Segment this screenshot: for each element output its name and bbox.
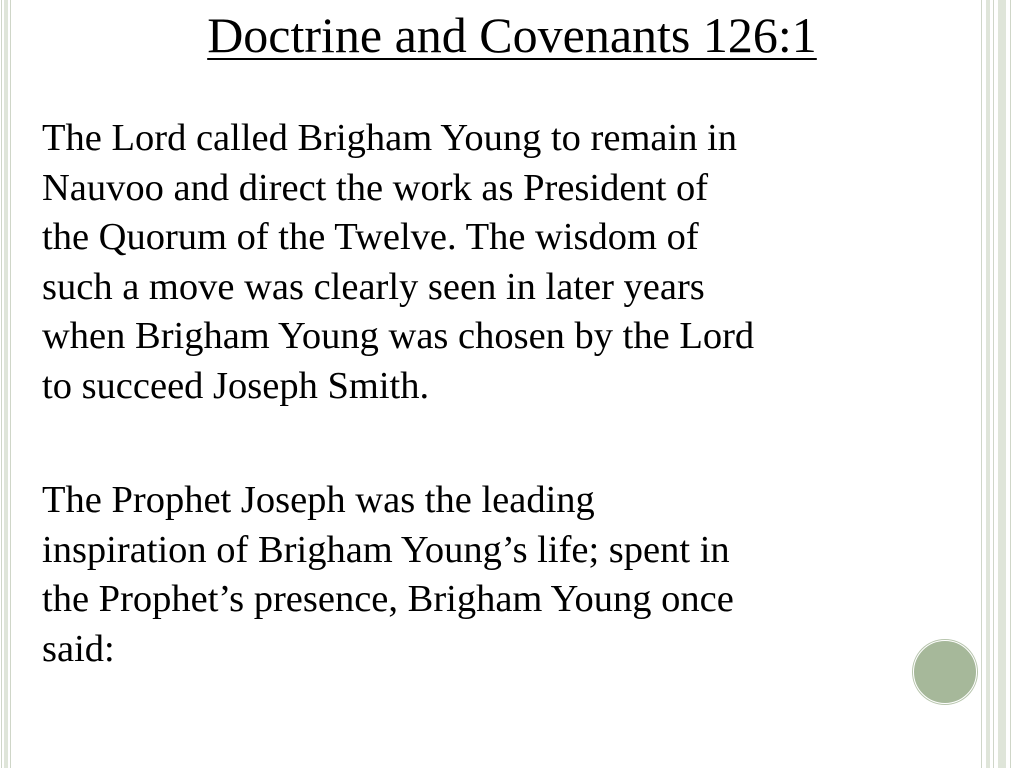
left-border-band (4, 0, 8, 768)
left-border-line-outer (1, 0, 2, 768)
slide-title: Doctrine and Covenants 126:1 (207, 7, 817, 63)
body-paragraph-2: The Prophet Joseph was the leading inspiration of Brigham Young’s life; spent in the Prophet’s presence, Brigham Young once said: (42, 479, 734, 670)
decorative-circle-icon (913, 640, 977, 704)
body-paragraph-1: The Lord called Brigham Young to remain in Nauvoo and direct the work as President of the Quorum of the Twelve. The wisdom of such a move was clearly seen in later years when Brigham Young was chosen by the Lord to succeed Joseph Smith. (42, 117, 755, 407)
left-border-line-inner (10, 0, 11, 768)
